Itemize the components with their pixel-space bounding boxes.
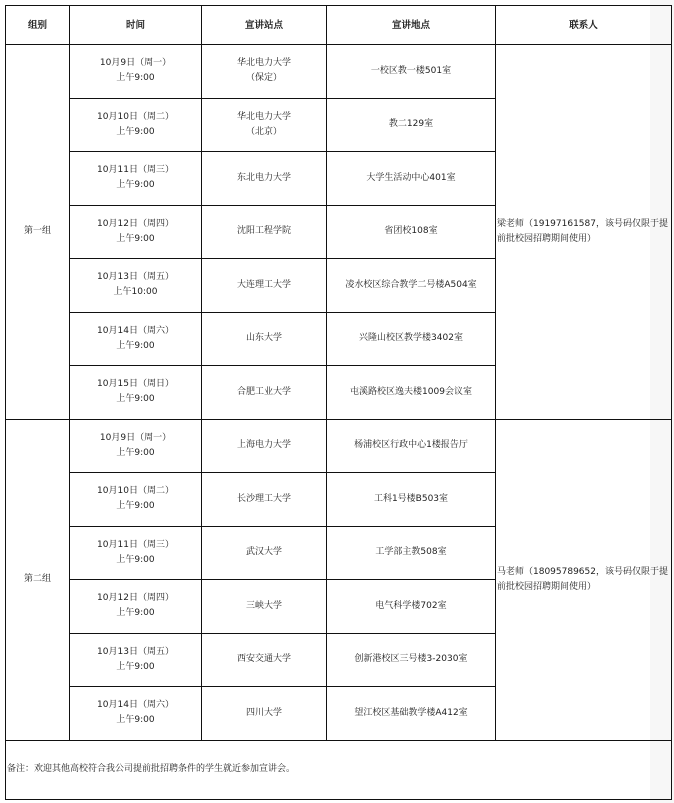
location-cell: 兴隆山校区教学楼3402室: [327, 312, 496, 366]
time-cell: [70, 633, 202, 687]
time-cell: [70, 580, 202, 634]
header-site: 宣讲站点: [202, 6, 327, 45]
site-cell: [202, 580, 327, 634]
time-cell: [70, 45, 202, 99]
time-cell: [70, 687, 202, 741]
date-text: 10月9日（周一）: [99, 58, 172, 69]
location-cell: 电气科学楼702室: [327, 580, 496, 634]
site-cell: [202, 152, 327, 206]
site-cell: [202, 633, 327, 687]
site-campus: （保定）: [245, 73, 282, 84]
site-name: 沈阳工程学院: [236, 226, 291, 237]
site-cell: [202, 473, 327, 527]
site-name: 武汉大学: [245, 547, 282, 558]
time-text: 上午9:00: [116, 180, 155, 191]
site-name: 西安交通大学: [236, 654, 291, 665]
site-name: 华北电力大学: [236, 58, 291, 69]
site-name: 合肥工业大学: [236, 386, 291, 397]
location-cell: 教二129室: [327, 98, 496, 152]
time-cell: [70, 473, 202, 527]
site-name: 四川大学: [245, 707, 282, 718]
contact-cell: 梁老师（19197161587，该号码仅限于提前批校园招聘期间使用）: [496, 45, 672, 420]
time-cell: [70, 152, 202, 206]
header-group: 组别: [6, 6, 70, 45]
location-cell: 一校区教一楼501室: [327, 45, 496, 99]
time-text: 上午9:00: [116, 394, 155, 405]
site-cell: [202, 259, 327, 313]
site-name: 山东大学: [245, 333, 282, 344]
date-text: 10月10日（周二）: [97, 486, 174, 497]
date-text: 10月13日（周五）: [97, 646, 174, 657]
location-cell: 大学生活动中心401室: [327, 152, 496, 206]
site-cell: [202, 312, 327, 366]
date-text: 10月9日（周一）: [99, 432, 172, 443]
site-name: 长沙理工大学: [236, 493, 291, 504]
time-cell: [70, 419, 202, 473]
date-text: 10月15日（周日）: [97, 379, 174, 390]
schedule-table: [5, 5, 672, 800]
time-text: 上午9:00: [116, 126, 155, 137]
site-name: 东北电力大学: [236, 172, 291, 183]
group-name: 第一组: [6, 45, 70, 420]
date-text: 10月10日（周二）: [97, 111, 174, 122]
date-text: 10月11日（周三）: [97, 165, 174, 176]
time-text: 上午9:00: [116, 715, 155, 726]
location-cell: 屯溪路校区逸夫楼1009会议室: [327, 366, 496, 420]
site-cell: [202, 366, 327, 420]
time-cell: [70, 312, 202, 366]
site-cell: [202, 526, 327, 580]
time-cell: [70, 259, 202, 313]
site-campus: （北京）: [245, 126, 282, 137]
location-cell: 杨浦校区行政中心1楼报告厅: [327, 419, 496, 473]
site-name: 上海电力大学: [236, 440, 291, 451]
site-name: 华北电力大学: [236, 111, 291, 122]
date-text: 10月14日（周六）: [97, 325, 174, 336]
site-cell: [202, 419, 327, 473]
date-text: 10月12日（周四）: [97, 593, 174, 604]
header-row: [6, 6, 672, 45]
time-text: 上午9:00: [116, 340, 155, 351]
location-cell: 望江校区基础教学楼A412室: [327, 687, 496, 741]
date-text: 10月11日（周三）: [97, 539, 174, 550]
site-cell: [202, 205, 327, 259]
contact-cell: 马老师（18095789652，该号码仅限于提前批校园招聘期间使用）: [496, 419, 672, 740]
table-row: [6, 45, 672, 99]
site-cell: [202, 687, 327, 741]
location-cell: 工学部主教508室: [327, 526, 496, 580]
time-text: 上午9:00: [116, 501, 155, 512]
header-location: 宣讲地点: [327, 6, 496, 45]
time-cell: [70, 98, 202, 152]
date-text: 10月12日（周四）: [97, 218, 174, 229]
time-text: 上午9:00: [116, 608, 155, 619]
time-text: 上午9:00: [116, 73, 155, 84]
site-name: 三峡大学: [245, 600, 282, 611]
location-cell: 凌水校区综合教学二号楼A504室: [327, 259, 496, 313]
time-text: 上午9:00: [116, 661, 155, 672]
site-cell: [202, 45, 327, 99]
time-text: 上午9:00: [116, 447, 155, 458]
site-name: 大连理工大学: [236, 279, 291, 290]
date-text: 10月13日（周五）: [97, 272, 174, 283]
location-cell: 创新港校区三号楼3-2030室: [327, 633, 496, 687]
header-contact: 联系人: [496, 6, 672, 45]
note: 备注：欢迎其他高校符合我公司提前批招聘条件的学生就近参加宣讲会。: [6, 740, 672, 799]
time-text: 上午10:00: [113, 287, 158, 298]
time-cell: [70, 526, 202, 580]
site-cell: [202, 98, 327, 152]
time-cell: [70, 205, 202, 259]
table-row: [6, 419, 672, 473]
header-time: 时间: [70, 6, 202, 45]
location-cell: 工科1号楼B503室: [327, 473, 496, 527]
date-text: 10月14日（周六）: [97, 700, 174, 711]
time-text: 上午9:00: [116, 233, 155, 244]
group-name: 第二组: [6, 419, 70, 740]
time-text: 上午9:00: [116, 554, 155, 565]
time-cell: [70, 366, 202, 420]
location-cell: 省团校108室: [327, 205, 496, 259]
